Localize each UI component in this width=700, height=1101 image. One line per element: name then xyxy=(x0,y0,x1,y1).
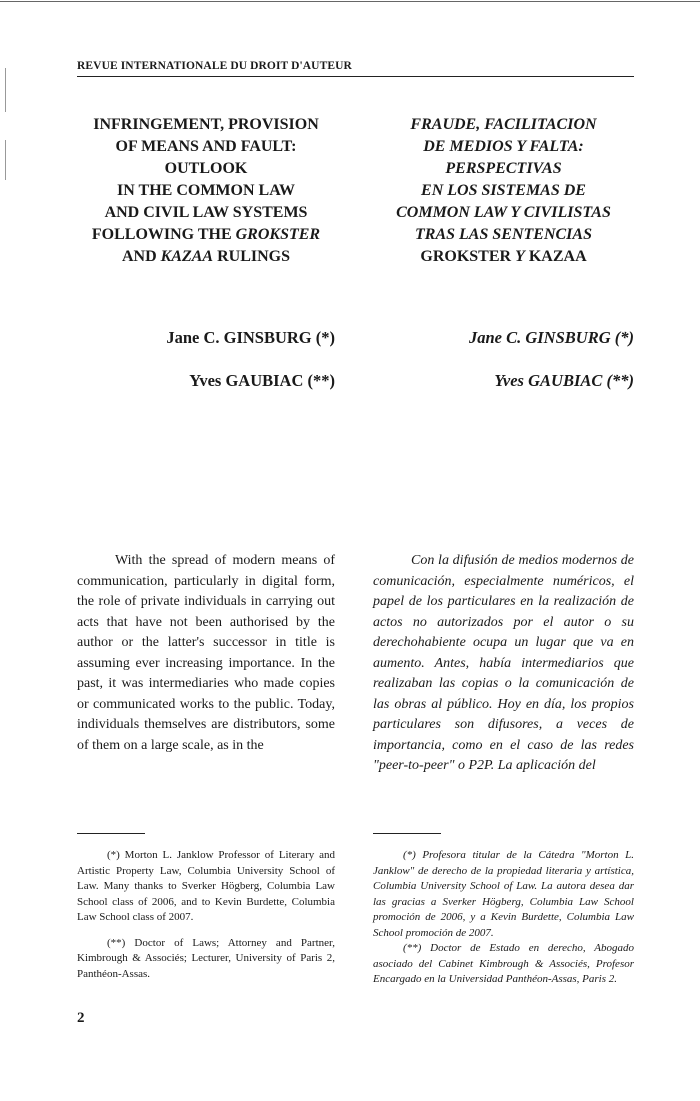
header-rule xyxy=(77,76,634,77)
title-line xyxy=(77,246,335,268)
body-paragraph: Con la difusión de medios modernos de comunicación, especialmente numéricos, el papel de los particulares en la realización de actos no autorizados por el autor o su derechohabiente ocupa un lugar que va en aumento. Antes, había intermediarios que realizaban las copias o la comunicación de las obras al público. Hoy en día, los propios particulares son difusores, a veces de importancia, como en el caso de las redes "peer-to-peer" o P2P. La aplicación del xyxy=(373,553,634,773)
title-line: OF MEANS AND FAULT: xyxy=(115,138,297,155)
author-name: Yves GAUBIAC (**) xyxy=(189,371,335,390)
title-text: RULINGS xyxy=(213,248,291,265)
title-english xyxy=(77,114,335,268)
title-text: FOLLOWING THE xyxy=(91,226,236,243)
title-line: OUTLOOK xyxy=(164,160,248,177)
title-line: IN THE COMMON LAW xyxy=(117,182,295,199)
title-text: Y xyxy=(515,248,525,265)
author-name: Yves GAUBIAC (**) xyxy=(494,371,634,390)
footnote: (**) Doctor de Estado en derecho, Abogado asociado del Cabinet Kimbrough & Associés, Profesor Encargado en la Universidad Panthéon-Assas, Paris 2. xyxy=(373,942,634,985)
title-case-name: GROKSTER xyxy=(235,226,321,243)
title-line: COMMON LAW Y CIVILISTAS xyxy=(396,204,611,221)
title-line: FRAUDE, FACILITACION xyxy=(410,116,597,133)
title-case-name: GROKSTER xyxy=(420,248,516,265)
author-name: Jane C. GINSBURG (*) xyxy=(468,328,634,347)
footnote: (*) Profesora titular de la Cátedra "Morton L. Janklow" de derecho de la propiedad literaria y artística, Columbia University School of Law. La autora desea dar las gracias a Sverker Högberg, Columbia Law School promoción de 2006, y a Kevin Burdette, Columbia Law School promoción de 2007. xyxy=(373,849,634,939)
footnotes-spanish xyxy=(373,848,634,988)
title-line: TRAS LAS SENTENCIAS xyxy=(415,226,592,243)
title-line: DE MEDIOS Y FALTA: xyxy=(423,138,584,155)
page-number: 2 xyxy=(77,1010,85,1026)
author-name: Jane C. GINSBURG (*) xyxy=(166,328,335,347)
footnote-rule xyxy=(373,833,441,834)
title-text: AND xyxy=(121,248,161,265)
scan-edge-rule xyxy=(0,1,700,2)
margin-mark xyxy=(5,140,6,180)
title-case-name: KAZAA xyxy=(160,248,214,265)
footnotes-english xyxy=(77,848,335,992)
title-line: AND CIVIL LAW SYSTEMS xyxy=(104,204,308,221)
body-spanish xyxy=(373,551,634,777)
body-english xyxy=(77,551,335,756)
footnote: (*) Morton L. Janklow Professor of Literary and Artistic Property Law, Columbia University School of Law. Many thanks to Sverker Högberg, Columbia Law School class of 2006, and to Kevin Burdette, Columbia Law School class of 2007. xyxy=(77,849,335,923)
title-case-name: KAZAA xyxy=(524,248,587,265)
title-line xyxy=(373,246,634,268)
title-line: PERSPECTIVAS xyxy=(445,160,562,177)
footnote-rule xyxy=(77,833,145,834)
running-header: REVUE INTERNATIONALE DU DROIT D'AUTEUR xyxy=(77,60,352,72)
title-line xyxy=(77,224,335,246)
title-line: INFRINGEMENT, PROVISION xyxy=(93,116,319,133)
title-line: EN LOS SISTEMAS DE xyxy=(421,182,586,199)
body-paragraph: With the spread of modern means of communication, particularly in digital form, the role of private individuals in carrying out acts that have not been authorised by the author or the latter's successor in title is assuming ever increasing importance. In the past, it was intermediaries who made copies or communicated works to the public. Today, individuals themselves are distributors, some of them on a large scale, as in the xyxy=(77,553,335,753)
footnote: (**) Doctor of Laws; Attorney and Partner, Kimbrough & Associés; Lecturer, University of Paris 2, Panthéon-Assas. xyxy=(77,936,335,980)
margin-mark xyxy=(5,68,6,112)
title-spanish xyxy=(373,114,634,268)
